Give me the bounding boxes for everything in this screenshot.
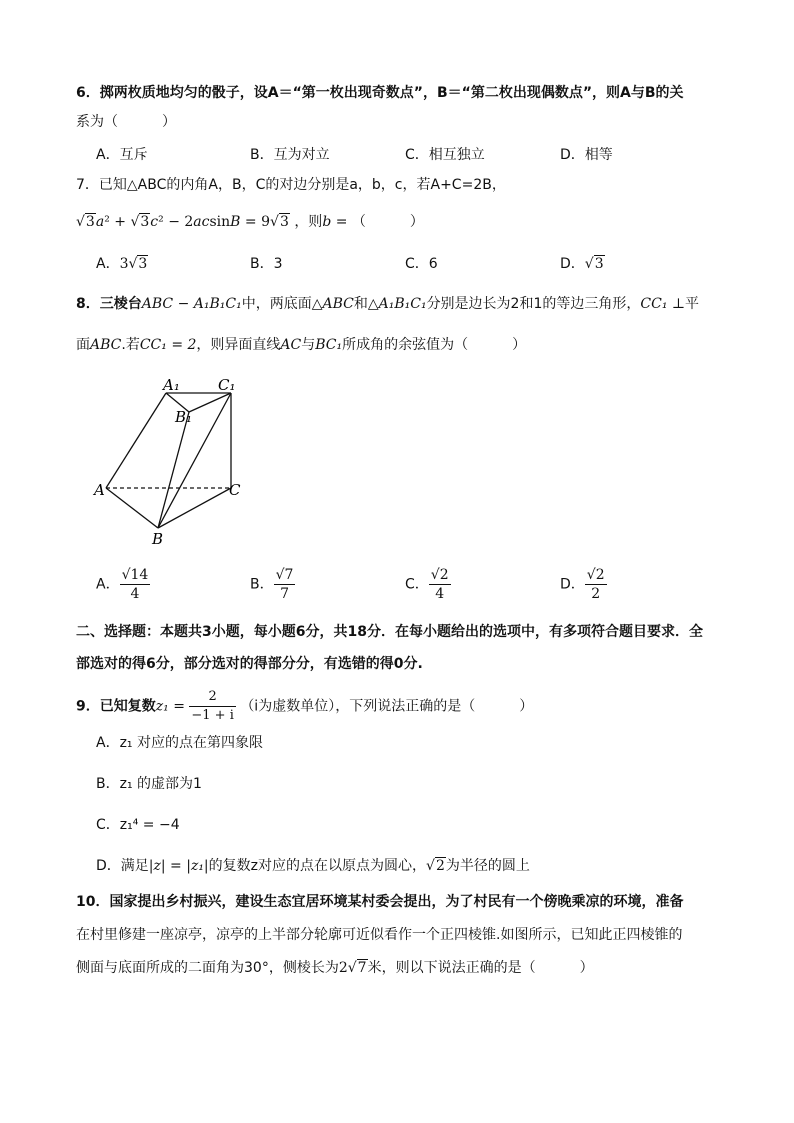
q6-option-b[interactable]: B．互为对立 <box>250 147 330 163</box>
q9-option-c[interactable]: C．z₁⁴ = −4 <box>96 817 180 833</box>
q8-option-b[interactable]: B． $\frac{√7}{7}$ <box>250 567 294 602</box>
q10-stem-line2: 在村里修建一座凉亭，凉亭的上半部分轮廓可近似看作一个正四棱锥.如图所示，已知此正四棱锥的 <box>76 927 683 943</box>
q7-condition-formula: √3a² + √3c² − 2acsinB = 9√3 <box>76 214 289 230</box>
q10-stem-line3: 侧面与底面所成的二面角为30°，侧棱长为2√7米，则以下说法正确的是（ ） <box>76 960 594 976</box>
q8-option-a[interactable]: A． $\frac{√14}{4}$ <box>96 567 149 602</box>
q8-option-d[interactable]: D． $\frac{√2}{2}$ <box>560 567 605 602</box>
q7-option-a[interactable]: A．3√3 <box>96 256 148 272</box>
q8-stem-line1: 8．三棱台ABC − A₁B₁C₁中，两底面△ABC和△A₁B₁C₁分别是边长为2和1的等边三角形，CC₁ ⊥平 <box>76 296 700 312</box>
edge-a1-b1 <box>166 393 189 412</box>
segment-b-c1 <box>158 393 231 528</box>
label-c: C <box>229 481 241 499</box>
q6-stem-line2: 系为（ ） <box>76 114 176 130</box>
q6-option-a[interactable]: A．互斥 <box>96 147 148 163</box>
label-b: B <box>152 530 164 548</box>
q10-stem-line1: 10．国家提出乡村振兴，建设生态宜居环境某村委会提出，为了村民有一个傍晚乘凉的环境，准备 <box>76 894 684 910</box>
q7-option-c[interactable]: C．6 <box>405 256 438 272</box>
q7-stem-line1: 7．已知△ABC的内角A，B，C的对边分别是a，b，c，若A+C=2B， <box>76 177 506 193</box>
edge-b1-c1 <box>189 393 231 412</box>
q7-stem-line2: √3a² + √3c² − 2acsinB = 9√3 ，则b = （ ） <box>76 214 424 230</box>
q9-option-b[interactable]: B．z₁ 的虚部为1 <box>96 776 202 792</box>
q9-stem: 9．已知复数z₁ = $\frac{2}{-1 + i}$ （i为虚数单位），下列说法正确的是（ ） <box>76 689 534 723</box>
q6-option-d[interactable]: D．相等 <box>560 147 613 163</box>
label-a: A <box>94 481 105 499</box>
q6-stem-line1: 6．掷两枚质地均匀的骰子，设A＝“第一枚出现奇数点”，B＝“第二枚出现偶数点”，则A与B的关 <box>76 85 684 101</box>
q6-option-c[interactable]: C．相互独立 <box>405 147 485 163</box>
q8-stem-line2: 面ABC.若CC₁ = 2，则异面直线AC与BC₁所成角的余弦值为（ ） <box>76 337 527 353</box>
q9-option-d[interactable]: D．满足|z| = |z₁|的复数z对应的点在以原点为圆心，√2为半径的圆上 <box>96 858 530 874</box>
section2-heading-line2: 部选对的得6分，部分选对的得部分分，有选错的得0分. <box>76 656 423 672</box>
edge-a-b <box>106 488 158 528</box>
edge-b-b1 <box>158 412 189 528</box>
label-c1: C₁ <box>218 376 236 394</box>
q7-option-d[interactable]: D．√3 <box>560 256 604 272</box>
q8-option-c[interactable]: C． $\frac{√2}{4}$ <box>405 567 449 602</box>
edge-a-a1 <box>106 393 166 488</box>
label-b1: B₁ <box>175 408 193 426</box>
edge-b-c <box>158 488 231 528</box>
section2-heading-line1: 二、选择题：本题共3小题，每小题6分，共18分．在每小题给出的选项中，有多项符合题目要求．全 <box>76 624 703 640</box>
q9-option-a[interactable]: A．z₁ 对应的点在第四象限 <box>96 735 263 751</box>
label-a1: A₁ <box>163 376 180 394</box>
q7-option-b[interactable]: B．3 <box>250 256 283 272</box>
